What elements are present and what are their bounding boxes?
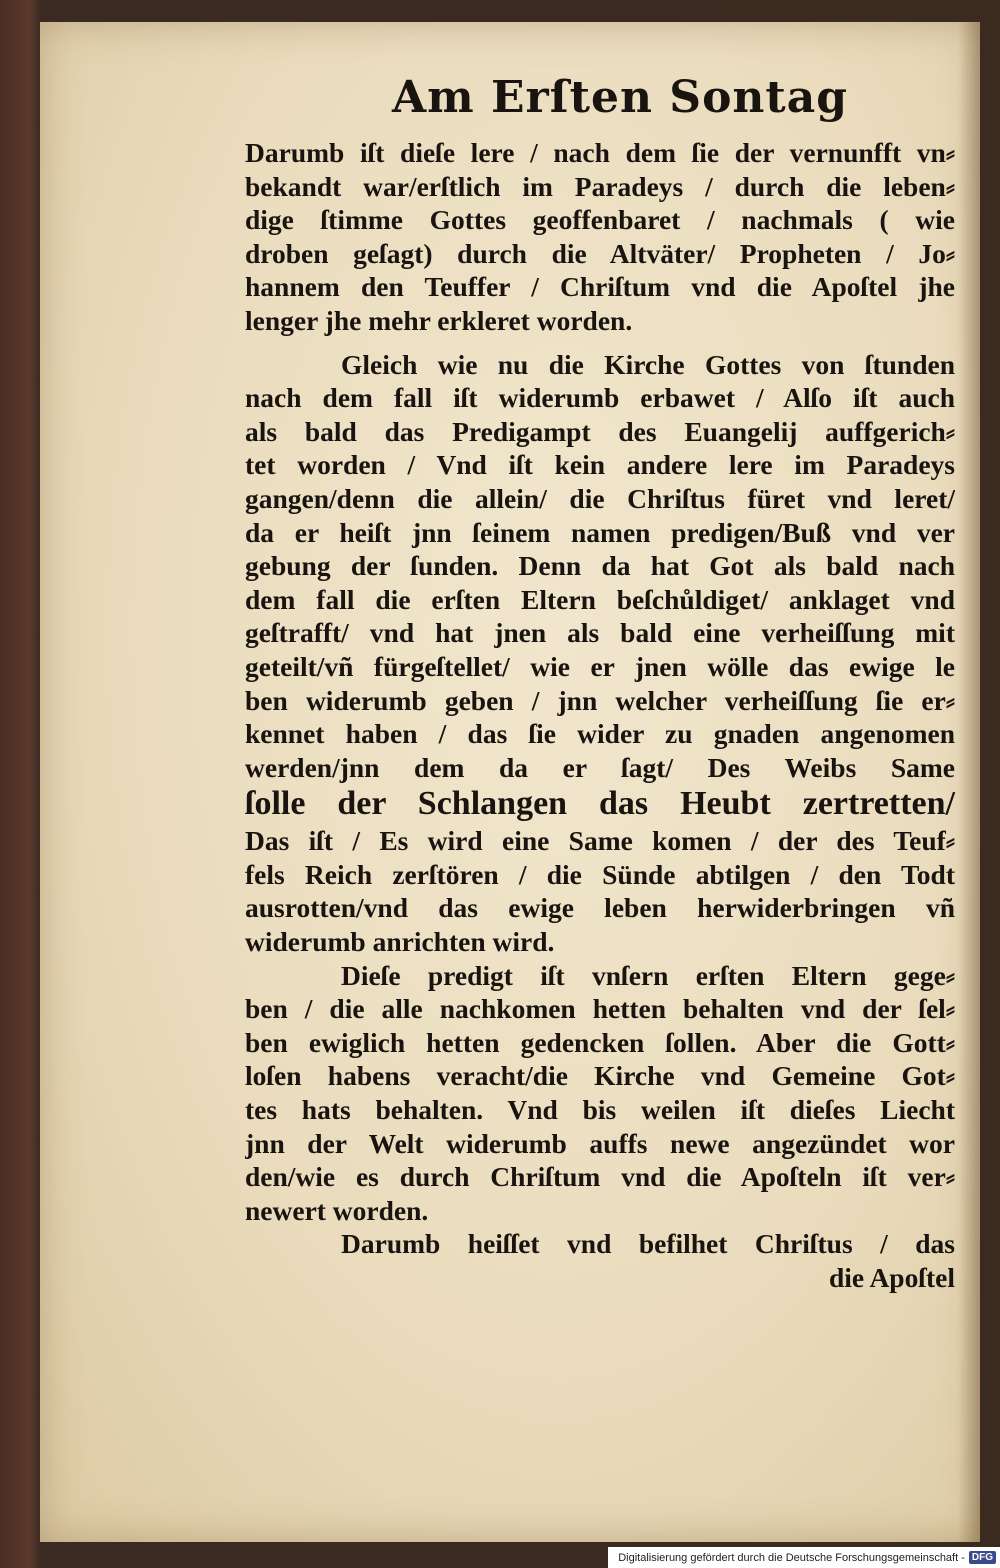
book-page <box>40 22 980 1542</box>
text-line: bekandt war/erſtlich im Paradeys / durch die leben⸗ <box>245 170 955 202</box>
dfg-logo: DFG <box>969 1551 996 1564</box>
text-line: als bald das Predigampt des Euangelij auffgerich⸗ <box>245 415 955 447</box>
text-line: ben ewiglich hetten gedencken ſollen. Aber die Gott⸗ <box>245 1026 955 1058</box>
digitization-footer <box>608 1547 1000 1568</box>
text-line: gebung der ſunden. Denn da hat Got als bald nach <box>245 550 955 582</box>
text-line: werden/jnn dem da er ſagt/ Des Weibs Same <box>245 751 955 783</box>
text-line: ben widerumb geben / jnn welcher verheiſſung ſie er⸗ <box>245 684 955 716</box>
paragraph-3 <box>245 959 955 1228</box>
text-line-emphasis: ſolle der Schlangen das Heubt zertretten/ <box>245 785 955 823</box>
text-line: Dieſe predigt iſt vnſern erſten Eltern gege⸗ <box>341 959 955 991</box>
text-line: tes hats behalten. Vnd bis weilen iſt dieſes Liecht <box>245 1094 955 1126</box>
text-line: lenger jhe mehr erkleret worden. <box>245 304 633 336</box>
text-line: nach dem fall iſt widerumb erbawet / Alſo iſt auch <box>245 382 955 414</box>
text-line: newert worden. <box>245 1194 429 1226</box>
text-line: Darumb iſt dieſe lere / nach dem ſie der vernunfft vn⸗ <box>245 137 955 168</box>
text-line: ben / die alle nachkomen hetten behalten vnd der ſel⸗ <box>245 993 955 1025</box>
text-line: dem fall die erſten Eltern beſchůldiget/ anklaget vnd <box>245 583 955 615</box>
text-line: ausrotten/vnd das ewige leben herwiderbringen vñ <box>245 892 955 924</box>
page-edge-shadow <box>958 22 980 1542</box>
text-line: Gleich wie nu die Kirche Gottes von ſtunden <box>341 348 955 380</box>
text-block <box>245 70 955 1295</box>
footer-credit: Digitalisierung gefördert durch die Deutsche Forschungsgemeinschaft - <box>618 1551 965 1564</box>
running-head: Am Erſten Sontag <box>392 72 848 123</box>
text-line: loſen habens veracht/die Kirche vnd Gemeine Got⸗ <box>245 1060 955 1092</box>
catchword: die Apoſtel <box>828 1262 955 1293</box>
text-line: dige ſtimme Gottes geoffenbaret / nachmals ( wie <box>245 204 955 236</box>
text-line: geſtrafft/ vnd hat jnen als bald eine verheiſſung mit <box>245 617 955 649</box>
text-line: gangen/denn die allein/ die Chriſtus füret vnd leret/ <box>245 482 955 514</box>
text-line: Darumb heiſſet vnd befilhet Chriſtus / das <box>341 1228 955 1260</box>
text-line: tet worden / Vnd iſt kein andere lere im Paradeys <box>245 449 955 481</box>
paragraph-2 <box>245 348 955 959</box>
text-line: Das iſt / Es wird eine Same komen / der des Teuf⸗ <box>245 825 955 857</box>
text-line: da er heiſt jnn ſeinem namen predigen/Buß vnd ver <box>245 516 955 548</box>
paragraph-1 <box>245 136 955 338</box>
text-line: widerumb anrichten wird. <box>245 926 555 958</box>
text-line: jnn der Welt widerumb auffs newe angezündet wor <box>245 1127 955 1159</box>
text-line: hannem den Teuffer / Chriſtum vnd die Apoſtel jhe <box>245 271 955 303</box>
paragraph-4 <box>245 1227 955 1261</box>
text-line: kennet haben / das ſie wider zu gnaden angenomen <box>245 718 955 750</box>
text-line: den/wie es durch Chriſtum vnd die Apoſteln iſt ver⸗ <box>245 1161 955 1193</box>
text-line: droben geſagt) durch die Altväter/ Propheten / Jo⸗ <box>245 237 955 269</box>
text-line: geteilt/vñ fürgeſtellet/ wie er jnen wölle das ewige le <box>245 650 955 682</box>
text-line: fels Reich zerſtören / die Sünde abtilgen / den Todt <box>245 858 955 890</box>
